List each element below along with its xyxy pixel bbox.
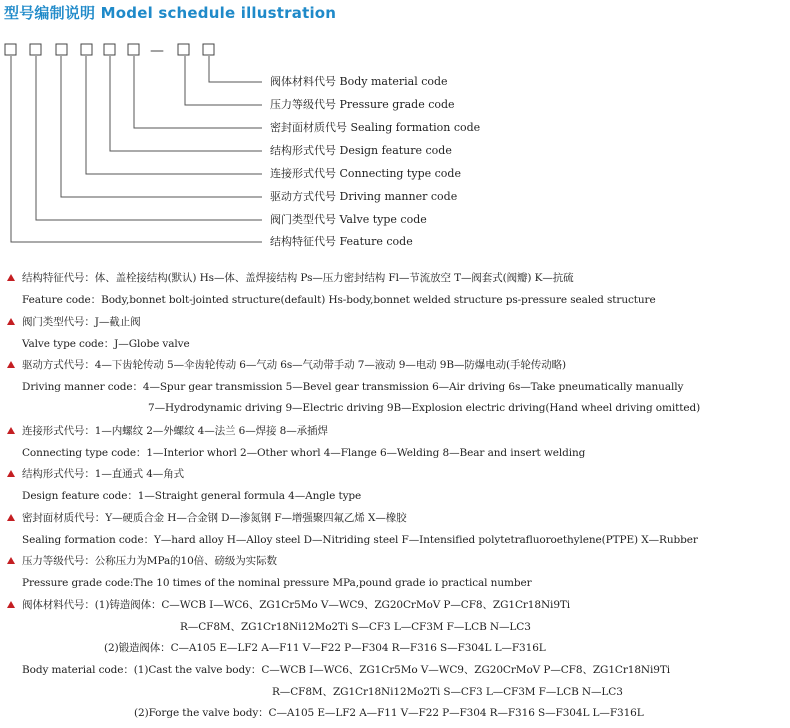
line-text: Pressure grade code:The 10 times of the nominal pressure MPa,pound grade io practical number [22, 577, 532, 589]
code-box [56, 44, 67, 55]
line-text: Driving manner code：4—Spur gear transmission 5—Bevel gear transmission 6—Air driving 6s—Take pneumatically manually [22, 381, 684, 393]
code-box [178, 44, 189, 55]
line-text: (2)锻造阀体：C—A105 E—LF2 A—F11 V—F22 P—F304 R—F316 S—F304L L—F316L [104, 642, 546, 654]
bracket-line [11, 56, 262, 242]
description-line [180, 620, 531, 634]
triangle-bullet-icon [7, 470, 15, 477]
description-line [22, 576, 532, 590]
page-title: 型号编制说明 Model schedule illustration [4, 4, 337, 22]
line-text: Body material code：(1)Cast the valve body：C—WCB I—WC6、ZG1Cr5Mo V—WC9、ZG20CrMoV P—CF8、ZG1Cr18Ni9Ti [22, 664, 671, 676]
bracket-line [86, 56, 262, 174]
code-dash: — [150, 43, 164, 59]
section-heading-line [22, 511, 407, 525]
triangle-bullet-icon [7, 274, 15, 281]
description-line [22, 533, 698, 547]
line-text: (2)Forge the valve body：C—A105 E—LF2 A—F11 V—F22 P—F304 R—F316 S—F304L L—F316L [134, 707, 644, 719]
line-text: 结构形式代号：1—直通式 4—角式 [22, 468, 184, 480]
line-text: Valve type code：J—Globe valve [22, 338, 190, 350]
code-box [30, 44, 41, 55]
bracket-line [185, 56, 262, 105]
description-line [22, 337, 190, 351]
line-text: 驱动方式代号：4—下齿轮传动 5—伞齿轮传动 6—气动 6s—气动带手动 7—液动 9—电动 9B—防爆电动(手轮传动略) [22, 359, 566, 371]
section-heading-line [22, 424, 328, 438]
line-text: Connecting type code：1—Interior whorl 2—Other whorl 4—Flange 6—Welding 8—Bear and insert welding [22, 447, 586, 459]
bracket-line [36, 56, 262, 220]
diagram-label: 阀体材料代号 Body material code [270, 75, 448, 88]
diagram-label: 阀门类型代号 Valve type code [270, 213, 427, 226]
line-text: 阀体材料代号：(1)铸造阀体：C—WCB I—WC6、ZG1Cr5Mo V—WC9、ZG20CrMoV P—CF8、ZG1Cr18Ni9Ti [22, 599, 571, 611]
diagram-label: 结构特征代号 Feature code [270, 235, 413, 248]
bracket-line [61, 56, 262, 197]
description-line [22, 663, 670, 677]
line-text: 压力等级代号：公称压力为MPa的10倍、磅级为实际数 [22, 555, 277, 567]
section-heading-line [22, 554, 277, 568]
diagram-label: 驱动方式代号 Driving manner code [270, 190, 458, 203]
triangle-bullet-icon [7, 557, 15, 564]
triangle-bullet-icon [7, 514, 15, 521]
description-line [104, 641, 546, 655]
description-line [134, 706, 644, 720]
section-heading-line [22, 598, 570, 612]
diagram-label: 压力等级代号 Pressure grade code [270, 98, 455, 111]
bracket-line [209, 56, 262, 82]
description-line [22, 293, 656, 307]
section-heading-line [22, 467, 184, 481]
line-text: 阀门类型代号：J—截止阀 [22, 316, 141, 328]
line-text: R—CF8M、ZG1Cr18Ni12Mo2Ti S—CF3 L—CF3M F—LCB N—LC3 [180, 621, 531, 633]
bracket-line [110, 56, 262, 151]
description-line [22, 489, 361, 503]
line-text: Feature code：Body,bonnet bolt-jointed structure(default) Hs-body,bonnet welded structure ps-pressure sealed structure [22, 294, 656, 306]
line-text: 结构特征代号：体、盖栓接结构(默认) Hs—体、盖焊接结构 Ps—压力密封结构 Fl—节流放空 T—阀套式(阀瓣) K—抗硫 [22, 272, 574, 284]
section-heading-line [22, 358, 566, 372]
code-box [104, 44, 115, 55]
line-text: 密封面材质代号：Y—硬质合金 H—合金钢 D—渗氮钢 F—增强聚四氟乙烯 X—橡胶 [22, 512, 407, 524]
diagram-label: 连接形式代号 Connecting type code [270, 167, 461, 180]
triangle-bullet-icon [7, 361, 15, 368]
description-line [148, 401, 700, 415]
section-heading-line [22, 271, 574, 285]
line-text: Sealing formation code：Y—hard alloy H—Alloy steel D—Nitriding steel F—Intensified polytetrafluoroethylene(PTPE) X—Rubber [22, 534, 698, 546]
code-box [5, 44, 16, 55]
code-box [81, 44, 92, 55]
description-line [22, 380, 683, 394]
line-text: 7—Hydrodynamic driving 9—Electric driving 9B—Explosion electric driving(Hand wheel driving omitted) [148, 402, 701, 414]
triangle-bullet-icon [7, 427, 15, 434]
line-text: R—CF8M、ZG1Cr18Ni12Mo2Ti S—CF3 L—CF3M F—LCB N—LC3 [272, 686, 623, 698]
triangle-bullet-icon [7, 601, 15, 608]
description-line [22, 446, 585, 460]
diagram-label: 密封面材质代号 Sealing formation code [270, 121, 481, 134]
section-heading-line [22, 315, 141, 329]
line-text: 连接形式代号：1—内螺纹 2—外螺纹 4—法兰 6—焊接 8—承插焊 [22, 425, 328, 437]
description-line [272, 685, 623, 699]
bracket-line [134, 56, 262, 128]
diagram-label: 结构形式代号 Design feature code [270, 144, 452, 157]
triangle-bullet-icon [7, 318, 15, 325]
code-box [128, 44, 139, 55]
code-box [203, 44, 214, 55]
line-text: Design feature code：1—Straight general formula 4—Angle type [22, 490, 362, 502]
